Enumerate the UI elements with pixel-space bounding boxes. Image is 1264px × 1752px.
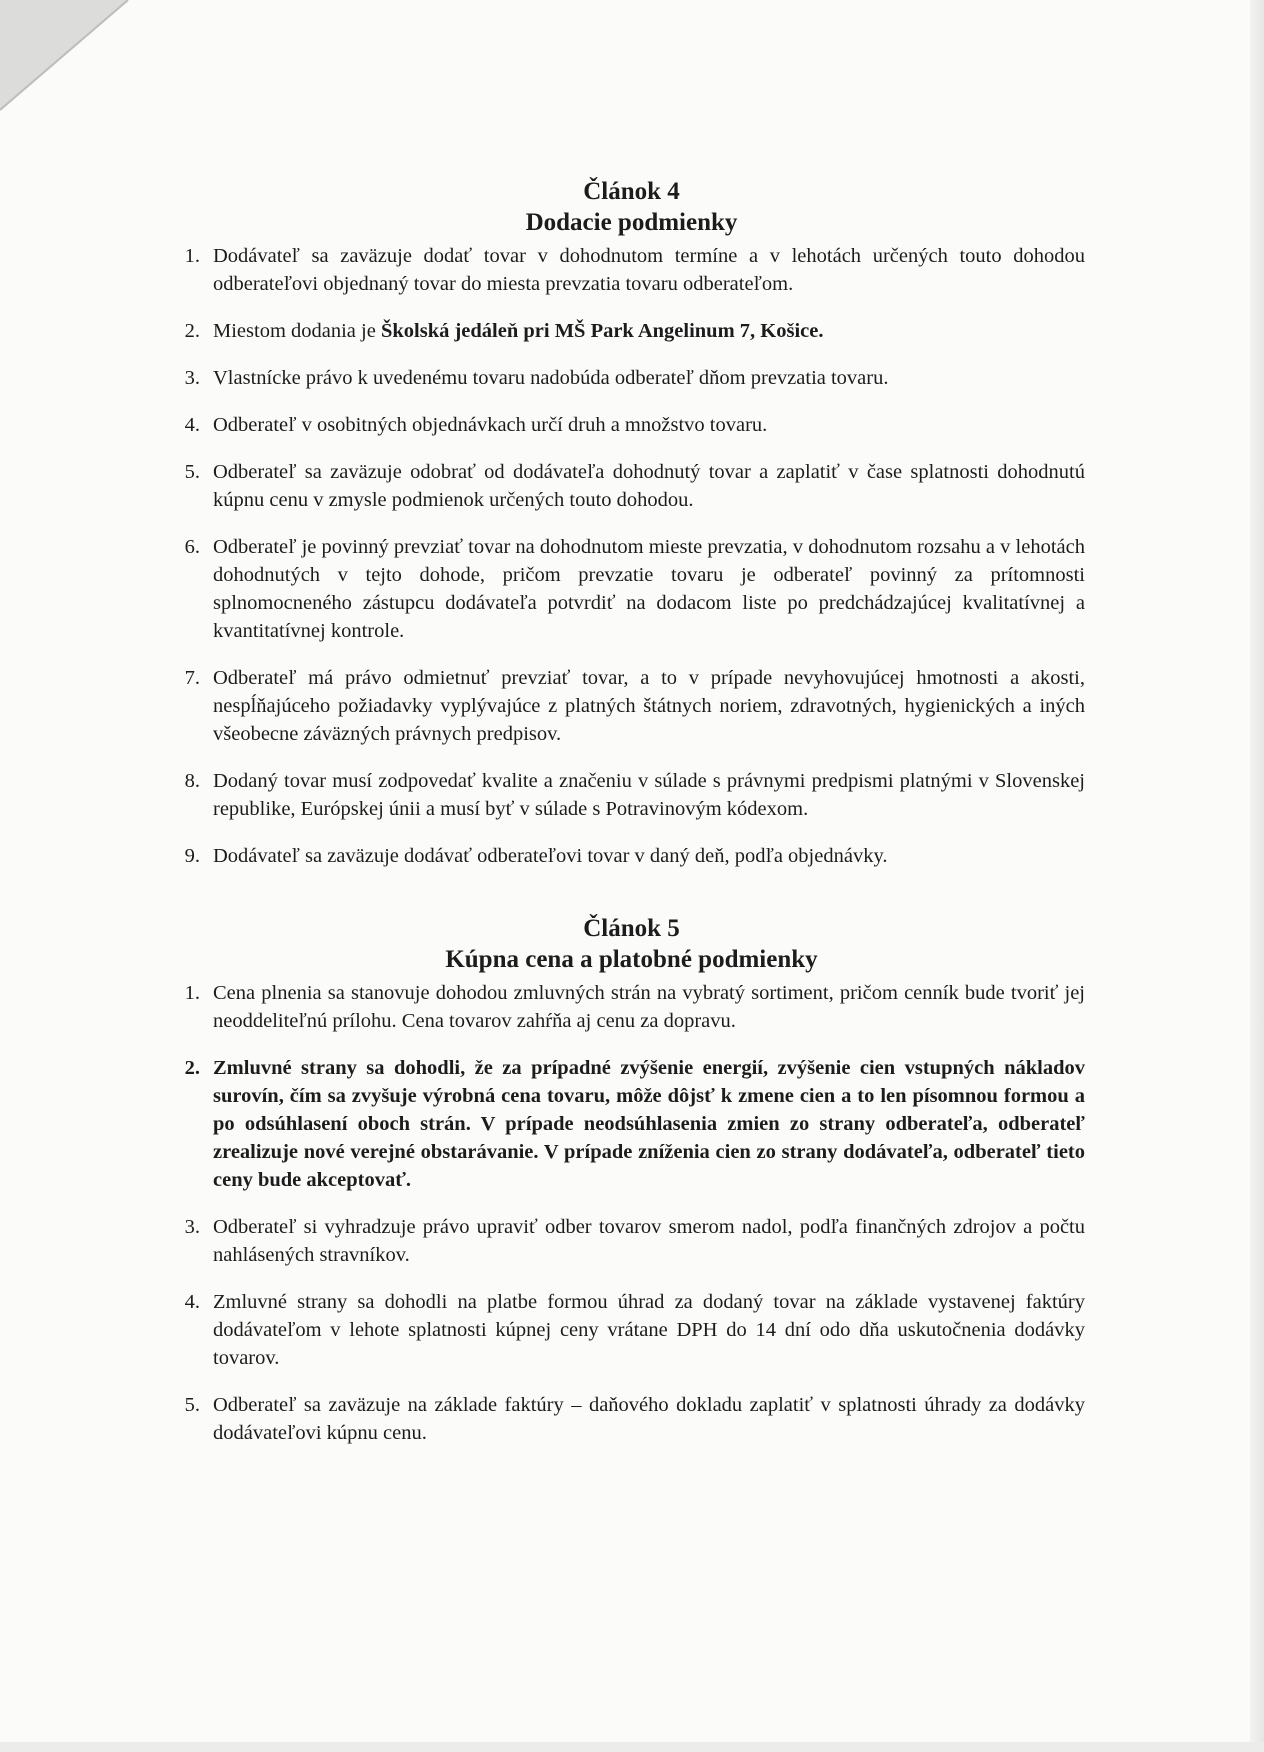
item-text: Cena plnenia sa stanovuje dohodou zmluvných strán na vybratý sortiment, pričom cenník bude tvoriť jej neoddeliteľnú prílohu. Cena tovarov zahŕňa aj cenu za dopravu. [213, 982, 1085, 1032]
item-number: 1. [184, 245, 200, 267]
list-item [178, 533, 1085, 645]
item-text: Dodávateľ sa zaväzuje dodať tovar v dohodnutom termíne a v lehotách určených touto dohodou odberateľovi objednaný tovar do miesta prevzatia tovaru odberateľom. [213, 245, 1085, 295]
item-number: 7. [184, 667, 200, 689]
item-number: 8. [184, 770, 200, 792]
page-fold-corner [0, 0, 150, 120]
article-4-subtitle: Dodacie podmienky [525, 209, 738, 236]
item-text: Odberateľ je povinný prevziať tovar na dohodnutom mieste prevzatia, v dohodnutom rozsahu a v lehotách dohodnutých v tejto dohode, pričom prevzatie tovaru je odberateľ povinný za prítomnosti splnomocneného zástupcu dodávateľa potvrdiť na dodacom liste po predchádzajúcej kvalitatívnej a kvantitatívnej kontrole. [213, 536, 1085, 642]
item-number: 3. [184, 1216, 200, 1238]
item-number: 9. [184, 845, 200, 867]
list-item [178, 242, 1085, 298]
item-number: 3. [184, 367, 200, 389]
scan-right-edge [1250, 0, 1264, 1752]
list-item [178, 842, 1085, 870]
article-5-subtitle: Kúpna cena a platobné podmienky [445, 946, 818, 973]
item-text: Odberateľ si vyhradzuje právo upraviť odber tovarov smerom nadol, podľa finančných zdrojov a počtu nahlásených stravníkov. [213, 1216, 1085, 1266]
item-number: 5. [184, 1394, 200, 1416]
article-4-list [178, 242, 1085, 870]
list-item [178, 1288, 1085, 1372]
item-number: 4. [184, 414, 200, 436]
item-text: Dodaný tovar musí zodpovedať kvalite a značeniu v súlade s právnymi predpismi platnými v Slovenskej republike, Európskej únii a musí byť v súlade s Potravinovým kódexom. [213, 770, 1085, 820]
article-5-title: Článok 5 [583, 915, 680, 942]
item-number: 1. [184, 982, 200, 1004]
item-text: Vlastnícke právo k uvedenému tovaru nadobúda odberateľ dňom prevzatia tovaru. [213, 367, 889, 389]
document-page [178, 176, 1085, 1466]
delivery-place: Školská jedáleň pri MŠ Park Angelinum 7, Košice. [380, 320, 824, 342]
item-text: Odberateľ v osobitných objednávkach určí druh a množstvo tovaru. [213, 414, 768, 436]
item-number: 2. [184, 320, 200, 342]
item-text: Zmluvné strany sa dohodli, že za prípadné zvýšenie energií, zvýšenie cien vstupných nákladov surovín, čím sa zvyšuje výrobná cena tovaru, môže dôjsť k zmene cien a to len písomnou formou a po odsúhlasení oboch strán. V prípade neodsúhlasenia zmien zo strany odberateľa, odberateľ zrealizuje nové verejné obstarávanie. V prípade zníženia cien zo strany dodávateľa, odberateľ tieto ceny bude akceptovať. [213, 1057, 1085, 1191]
list-item [178, 979, 1085, 1035]
item-text: Odberateľ sa zaväzuje odobrať od dodávateľa dohodnutý tovar a zaplatiť v čase splatnosti dohodnutú kúpnu cenu v zmysle podmienok určených touto dohodou. [213, 461, 1085, 511]
item-text: Odberateľ sa zaväzuje na základe faktúry – daňového dokladu zaplatiť v splatnosti úhrady za dodávky dodávateľovi kúpnu cenu. [213, 1394, 1085, 1444]
item-text: Odberateľ má právo odmietnuť prevziať tovar, a to v prípade nevyhovujúcej hmotnosti a akosti, nespĺňajúceho požiadavky vyplývajúce z platných štátnych noriem, zdravotných, hygienických a iných všeobecne záväzných právnych predpisov. [213, 667, 1085, 745]
article-4-title: Článok 4 [583, 178, 680, 205]
article-5-list [178, 979, 1085, 1447]
list-item [178, 317, 1085, 345]
list-item [178, 664, 1085, 748]
scan-bottom-edge [0, 1742, 1264, 1752]
list-item [178, 1213, 1085, 1269]
item-text: Miestom dodania je [213, 320, 381, 342]
item-text: Dodávateľ sa zaväzuje dodávať odberateľovi tovar v daný deň, podľa objednávky. [213, 845, 888, 867]
list-item [178, 1391, 1085, 1447]
item-number: 5. [184, 461, 200, 483]
list-item [178, 364, 1085, 392]
item-number: 2. [184, 1057, 200, 1079]
item-number: 4. [184, 1291, 200, 1313]
item-text: Zmluvné strany sa dohodli na platbe formou úhrad za dodaný tovar na základe vystavenej faktúry dodávateľom v lehote splatnosti kúpnej ceny vrátane DPH do 14 dní odo dňa uskutočnenia dodávky tovarov. [213, 1291, 1085, 1369]
list-item [178, 458, 1085, 514]
list-item [178, 767, 1085, 823]
list-item [178, 411, 1085, 439]
item-number: 6. [184, 536, 200, 558]
list-item [178, 1054, 1085, 1194]
